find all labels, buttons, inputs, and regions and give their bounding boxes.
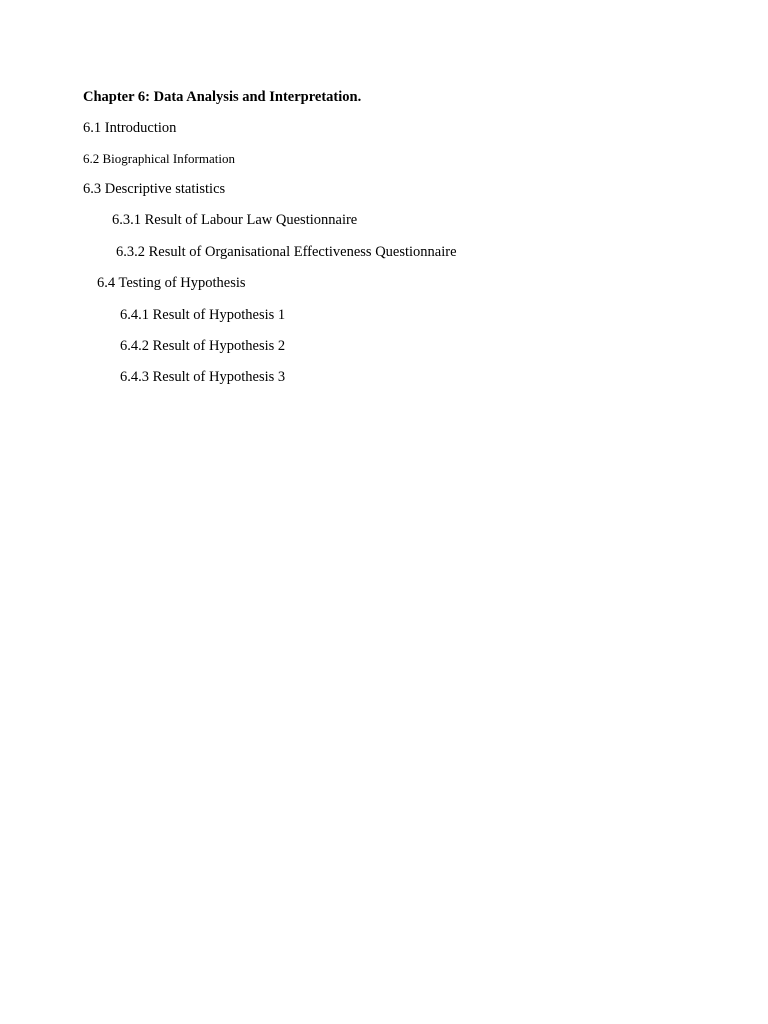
toc-item-6-4-2: 6.4.2 Result of Hypothesis 2 [120,338,286,354]
toc-item-6-3: 6.3 Descriptive statistics [83,181,226,197]
chapter-heading: Chapter 6: Data Analysis and Interpretation. [83,89,362,105]
toc-item-6-1: 6.1 Introduction [83,120,177,136]
toc-item-6-4-1: 6.4.1 Result of Hypothesis 1 [120,307,286,323]
toc-item-6-3-1: 6.3.1 Result of Labour Law Questionnaire [112,212,358,228]
toc-item-6-4: 6.4 Testing of Hypothesis [97,275,246,291]
toc-item-6-2: 6.2 Biographical Information [83,151,235,166]
toc-item-6-3-2: 6.3.2 Result of Organisational Effectiveness Questionnaire [116,244,457,260]
toc-item-6-4-3: 6.4.3 Result of Hypothesis 3 [120,369,286,385]
